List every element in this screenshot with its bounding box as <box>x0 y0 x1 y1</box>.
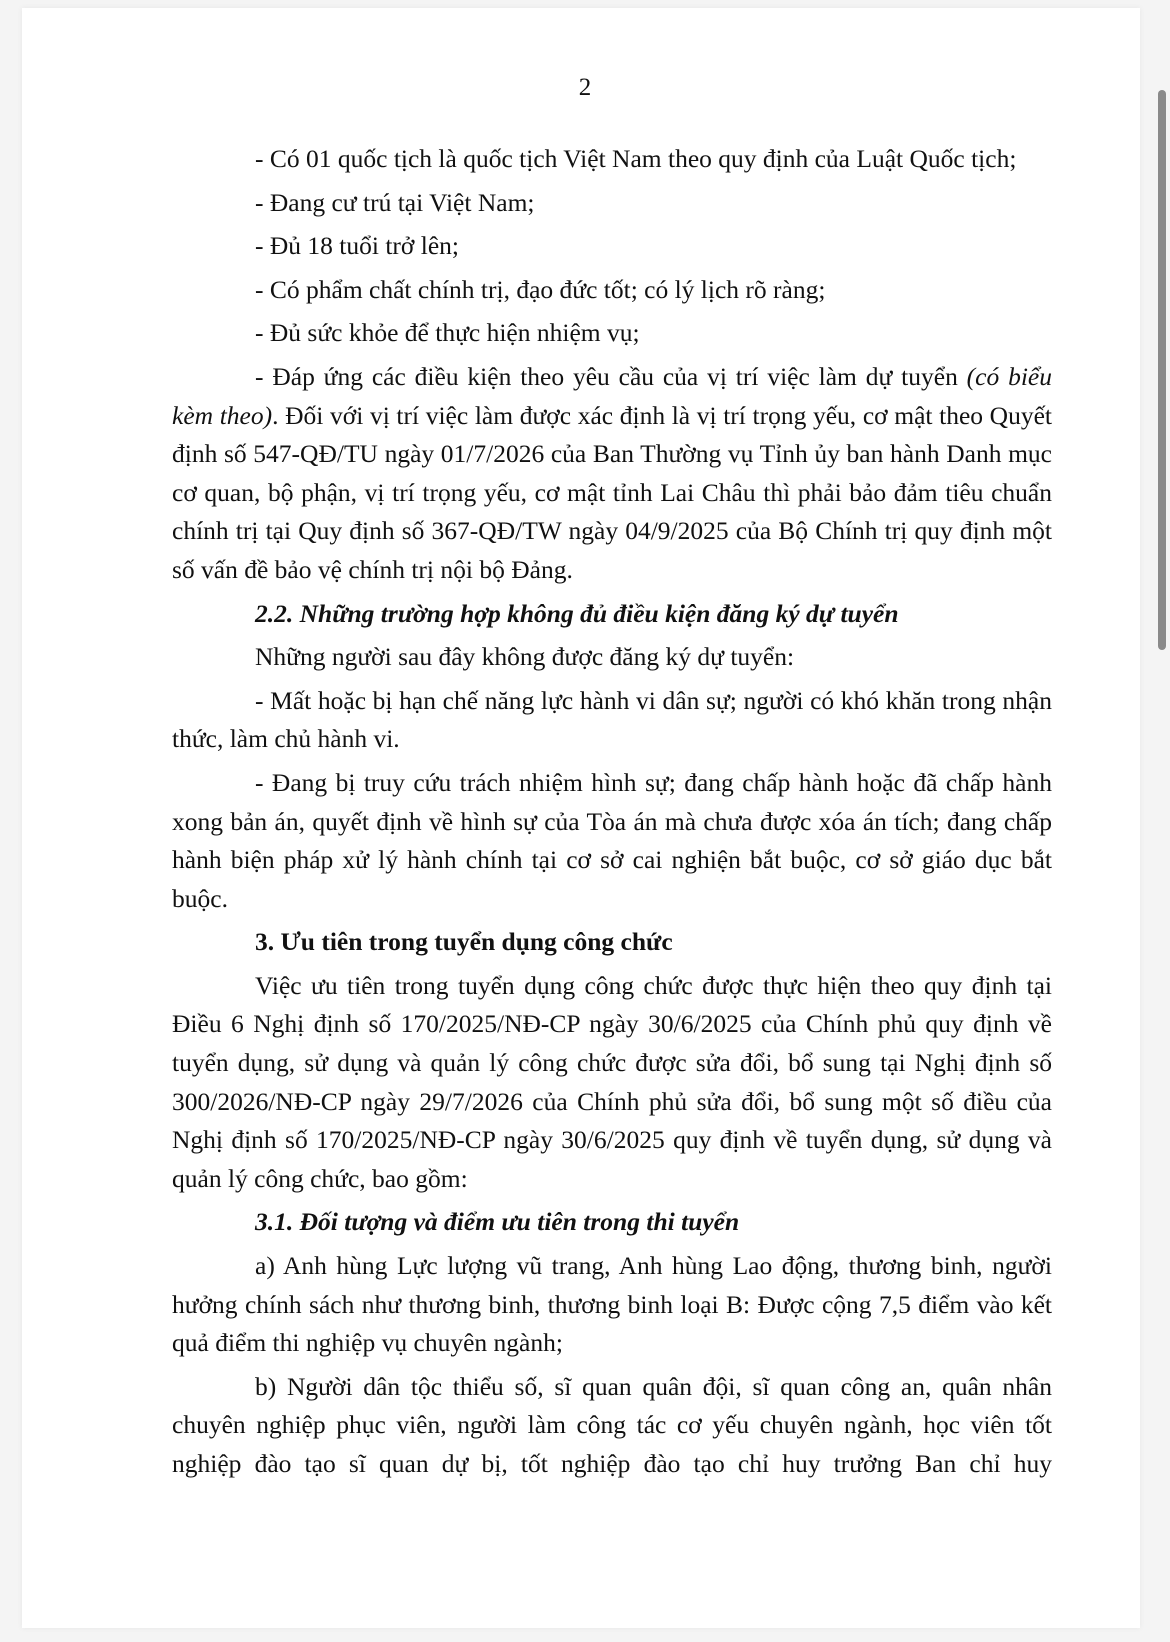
paragraph-priority-a: a) Anh hùng Lực lượng vũ trang, Anh hùng Lao động, thương binh, người hưởng chính sách như thương binh, thương binh loại B: Được cộng 7,5 điểm vào kết quả điểm thi nghiệp vụ chuyên ngành; <box>172 1251 1052 1358</box>
paragraph-priority-b: b) Người dân tộc thiểu số, sĩ quan quân đội, sĩ quan công an, quân nhân chuyên nghiệp phục viên, người làm công tác cơ yếu chuyên ngành, học viên tốt nghiệp đào tạo sĩ quan dự bị, tốt nghiệp đào tạo chỉ huy trưởng Ban chỉ huy <box>172 1371 1052 1478</box>
section-heading-2-2: 2.2. Những trường hợp không đủ điều kiện đăng ký dự tuyển <box>255 598 899 628</box>
paragraph-age: - Đủ 18 tuổi trở lên; <box>255 231 459 261</box>
document-body <box>172 140 1052 1489</box>
paragraph-health: - Đủ sức khỏe để thực hiện nhiệm vụ; <box>255 318 640 348</box>
paragraph-job-conditions <box>172 358 1052 590</box>
job-conditions-text-after: . Đối với vị trí việc làm được xác định là vị trí trọng yếu, cơ mật theo Quyết định số 547-QĐ/TU ngày 01/7/2026 của Ban Thường vụ Tỉnh ủy ban hành Danh mục cơ quan, bộ phận, vị trí trọng yếu, cơ mật tỉnh Lai Châu thì phải bảo đảm tiêu chuẩn chính trị tại Quy định số 367-QĐ/TW ngày 04/9/2025 của Bộ Chính trị quy định một số vấn đề bảo vệ chính trị nội bộ Đảng. <box>172 400 1052 584</box>
job-conditions-text-before: - Đáp ứng các điều kiện theo yêu cầu của vị trí việc làm dự tuyển <box>255 361 967 391</box>
paragraph-nationality: - Có 01 quốc tịch là quốc tịch Việt Nam theo quy định của Luật Quốc tịch; <box>255 144 1017 173</box>
paragraph-residence: - Đang cư trú tại Việt Nam; <box>255 187 535 217</box>
paragraph-ineligible-intro: Những người sau đây không được đăng ký dự tuyển: <box>255 642 795 672</box>
scrollbar[interactable] <box>1158 90 1166 650</box>
page-number: 2 <box>578 74 592 101</box>
paragraph-ineligible-criminal: - Đang bị truy cứu trách nhiệm hình sự; đang chấp hành hoặc đã chấp hành xong bản án, quyết định về hình sự của Tòa án mà chưa được xóa án tích; đang chấp hành biện pháp xử lý hành chính tại cơ sở cai nghiện bắt buộc, cơ sở giáo dục bắt buộc. <box>172 767 1052 913</box>
job-conditions-italic-note: (có biểu kèm theo) <box>172 361 1052 430</box>
section-heading-3: 3. Ưu tiên trong tuyển dụng công chức <box>255 927 673 957</box>
paragraph-ethics: - Có phẩm chất chính trị, đạo đức tốt; có lý lịch rõ ràng; <box>255 274 826 304</box>
paragraph-priority-intro: Việc ưu tiên trong tuyển dụng công chức được thực hiện theo quy định tại Điều 6 Nghị định số 170/2025/NĐ-CP ngày 30/6/2025 của Chính phủ quy định về tuyển dụng, sử dụng và quản lý công chức được sửa đổi, bổ sung tại Nghị định số 300/2026/NĐ-CP ngày 29/7/2026 của Chính phủ sửa đổi, bổ sung một số điều của Nghị định số 170/2025/NĐ-CP ngày 30/6/2025 quy định về tuyển dụng, sử dụng và quản lý công chức, bao gồm: <box>172 970 1052 1193</box>
paragraph-ineligible-capacity: - Mất hoặc bị hạn chế năng lực hành vi dân sự; người có khó khăn trong nhận thức, làm chủ hành vi. <box>172 685 1052 754</box>
section-heading-3-1: 3.1. Đối tượng và điểm ưu tiên trong thi tuyển <box>255 1207 740 1237</box>
